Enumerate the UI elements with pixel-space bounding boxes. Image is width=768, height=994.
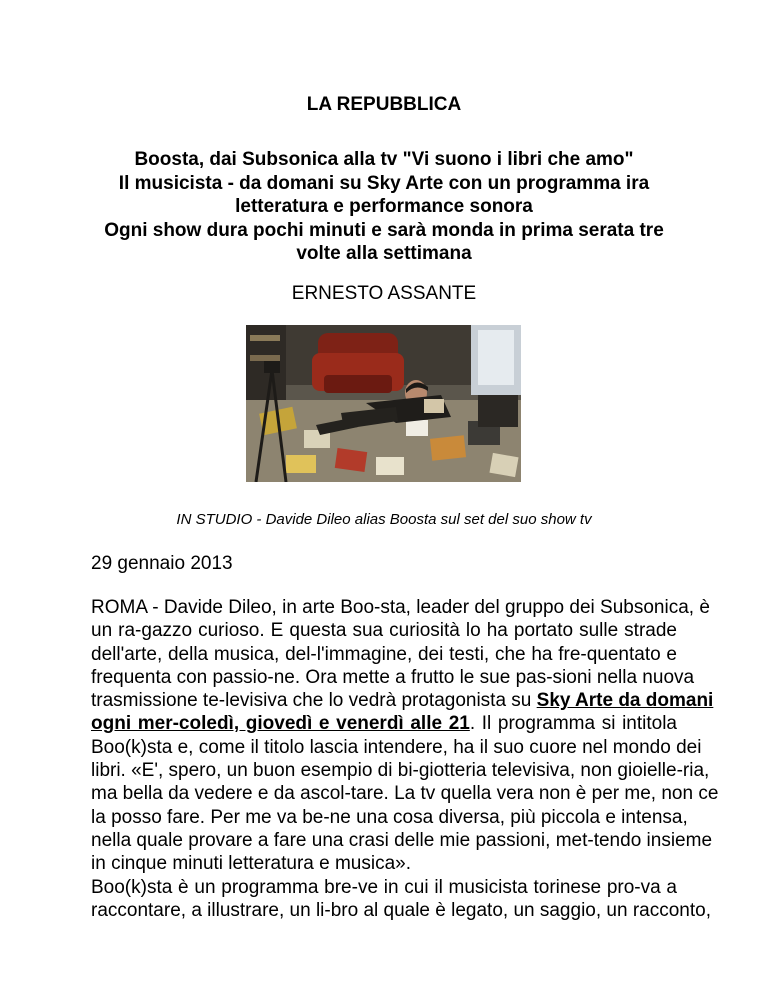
body-line: nella quale provare a fare una crasi delle mie passioni, met-tendo insieme [91,829,713,851]
body-line: Boo(k)sta e, come il titolo lascia intendere, ha il suo cuore nel mondo dei [91,736,702,758]
author-byline: ERNESTO ASSANTE [291,283,477,304]
article-body [91,596,719,922]
body-line: in cinque minuti letteratura e musica». [91,853,411,875]
headline-line: letteratura e performance sonora [235,196,533,217]
schedule-highlight: ogni mer-coledì, giovedì e venerdì alle 21 [91,713,470,735]
headline-line: volte alla settimana [296,243,472,264]
body-line: libri. «E', spero, un buon esempio di bi-giotteria televisiva, non gioielle-ria, [91,760,710,782]
headline-line: Boosta, dai Subsonica alla tv "Vi suono i libri che amo" [134,149,634,170]
body-line: ma bella da vedere e da ascol-tare. La tv quella vera non è per me, non ce [91,783,719,805]
body-line: Boo(k)sta è un programma bre-ve in cui il musicista torinese pro-va a [91,876,677,898]
body-line: un ra-gazzo curioso. E questa sua curiosità lo ha portato sulle strade [91,620,677,642]
schedule-highlight: Sky Arte da domani [536,690,714,712]
article-photo [246,325,521,482]
body-line: frequenta con passio-ne. Ora mette a frutto le sue pas-sioni nella nuova [91,666,695,688]
body-line [91,712,677,735]
body-line [91,689,714,712]
headline-line: Il musicista - da domani su Sky Arte con un programma ira [118,172,650,194]
body-line: raccontare, a illustrare, un li-bro al quale è legato, un saggio, un racconto, [91,899,711,921]
newspaper-name: LA REPUBBLICA [306,94,462,115]
article-date: 29 gennaio 2013 [91,553,233,574]
headline [60,148,708,266]
body-line: la posso fare. Per me va be-ne una cosa diversa, più piccola e intensa, [91,806,688,828]
headline-line: Ogni show dura pochi minuti e sarà monda in prima serata tre [104,219,664,241]
photo-caption: IN STUDIO - Davide Dileo alias Boosta sul set del suo show tv [176,511,592,528]
body-line: dell'arte, della musica, del-l'immagine, dei testi, che ha fre-quentato e [91,643,677,665]
body-line: ROMA - Davide Dileo, in arte Boo-sta, leader del gruppo dei Subsonica, è [91,597,710,618]
body-text-segment: . Il programma si intitola [469,713,677,735]
body-text-segment: trasmissione te-levisiva che lo vedrà protagonista su [91,690,537,712]
